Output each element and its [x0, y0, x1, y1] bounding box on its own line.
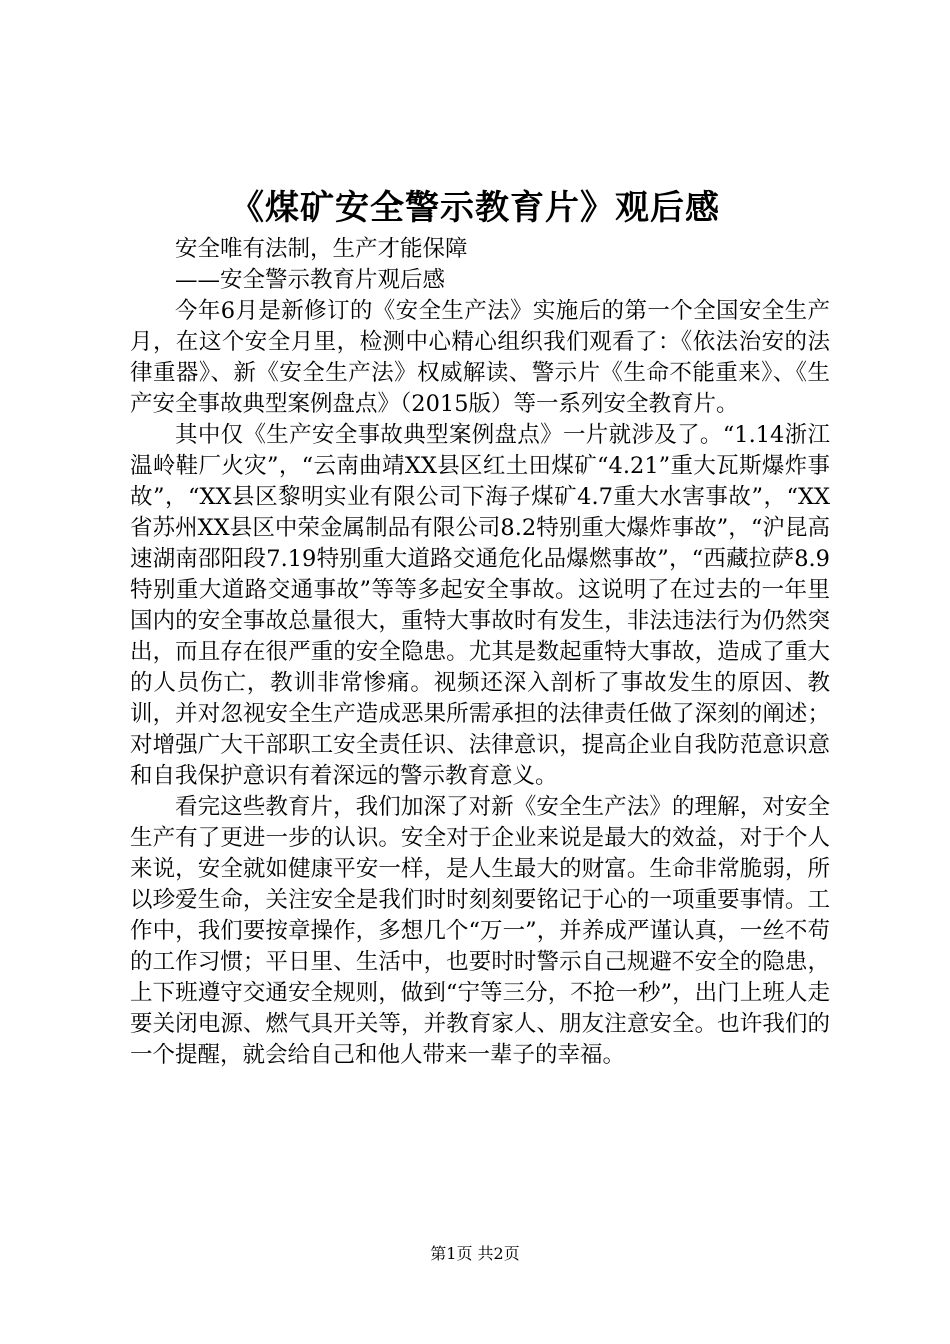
page-number-footer: 第1页 共2页 [430, 1244, 520, 1263]
paragraph-3: 看完这些教育片，我们加深了对新《安全生产法》的理解，对安全生产有了更进一步的认识。安全对于企业来说是最大的效益，对于个人来说，安全就如健康平安一样，是人生最大的财富。生命非常脆弱，所以珍爱生命，关注安全是我们时时刻刻要铭记于心的一项重要事情。工作中，我们要按章操作，多想几个“万一”，并养成严谨认真，一丝不苟的工作习惯；平日里、生活中，也要时时警示自己规避不安全的隐患，上下班遵守交通安全规则，做到“宁等三分，不抢一秒”，出门上班人走要关闭电源、燃气具开关等，并教育家人、朋友注意安全。也许我们的一个提醒，就会给自己和他人带来一辈子的幸福。 [130, 794, 830, 1068]
paragraph-2: 其中仅《生产安全事故典型案例盘点》一片就涉及了。“1.14浙江温岭鞋厂火灾”，“云南曲靖XX县区红土田煤矿“4.21”重大瓦斯爆炸事故”，“XX县区黎明实业有限公司下海子煤矿4.7重大水害事故”，“XX省苏州XX县区中荣金属制品有限公司8.2特别重大爆炸事故”，“沪昆高速湖南邵阳段7.19特别重大道路交通危化品爆燃事故”，“西藏拉萨8.9特别重大道路交通事故”等等多起安全事故。这说明了在过去的一年里国内的安全事故总量很大，重特大事故时有发生，非法违法行为仍然突出，而且存在很严重的安全隐患。尤其是数起重特大事故，造成了重大的人员伤亡，教训非常惨痛。视频还深入剖析了事故发生的原因、教训，并对忽视安全生产造成恶果所需承担的法律责任做了深刻的阐述；对增强广大干部职工安全责任识、法律意识，提高企业自我防范意识意和自我保护意识有着深远的警示教育意义。 [130, 422, 830, 789]
subtitle: 安全唯有法制，生产才能保障 [175, 236, 468, 262]
document-body [130, 234, 830, 1071]
document-title: 《煤矿安全警示教育片》观后感 [230, 188, 720, 228]
paragraph-1: 今年6月是新修订的《安全生产法》实施后的第一个全国安全生产月，在这个安全月里，检测中心精心组织我们观看了：《依法治安的法律重器》、新《安全生产法》权威解读、警示片《生命不能重来》、《生产安全事故典型案例盘点》（2015版）等一系列安全教育片。 [130, 298, 830, 417]
subtitle-secondary: ——安全警示教育片观后感 [175, 267, 446, 293]
